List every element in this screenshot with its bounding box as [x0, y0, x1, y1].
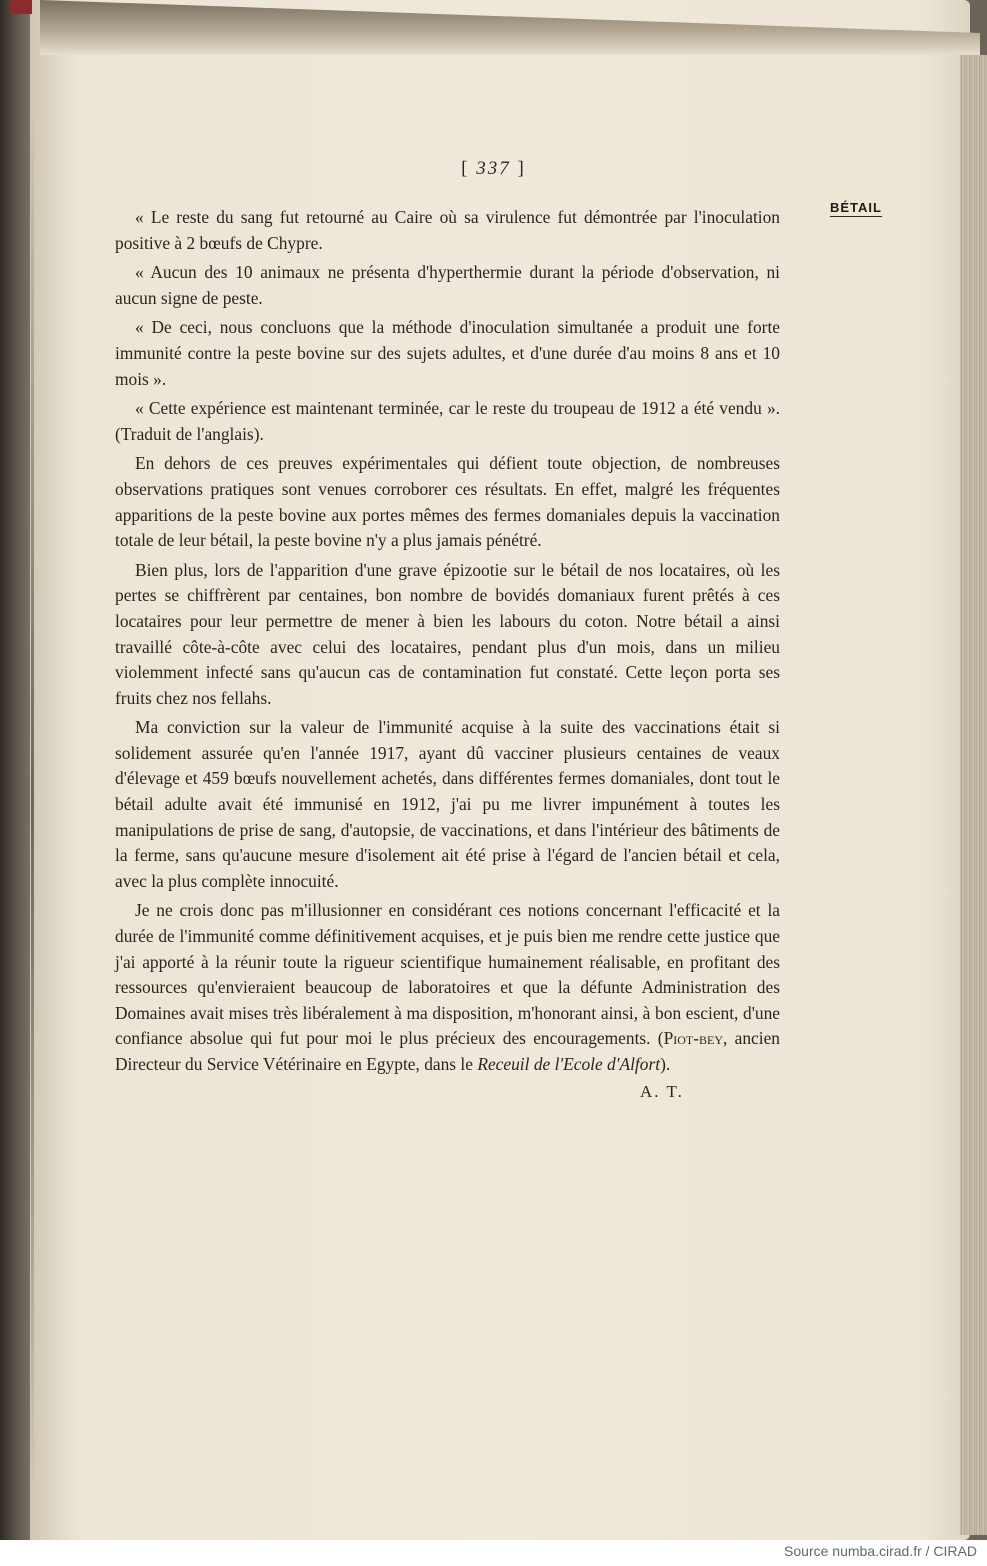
bookmark-ribbon: [10, 0, 32, 14]
paragraph: En dehors de ces preuves expérimentales qui défient toute objection, de nombreuses observations pratiques sont venues corroborer ces résultats. En effet, malgré les fréquentes apparitions de la peste bovine aux portes mêmes des fermes domaniales depuis la vaccination totale de leur bétail, la peste bovine n'y a plus jamais pénétré.: [115, 453, 780, 551]
page-stack-edges: [960, 55, 987, 1535]
page-number-value: 337: [476, 158, 511, 179]
article-body: [115, 205, 780, 1078]
journal-title: Receuil de l'Ecole d'Alfort: [477, 1054, 661, 1074]
paragraph: « Aucun des 10 animaux ne présenta d'hyperthermie durant la période d'observation, ni aucun signe de peste.: [115, 262, 780, 308]
paragraph: « Le reste du sang fut retourné au Caire où sa virulence fut démontrée par l'inoculation positive à 2 bœufs de Chypre.: [115, 207, 780, 253]
running-head: BÉTAIL: [830, 200, 882, 215]
paragraph: Ma conviction sur la valeur de l'immunité acquise à la suite des vaccinations était si solidement assurée qu'en l'année 1917, ayant dû vacciner plusieurs centaines de veaux d'élevage et 459 bœufs nouvellement achetés, dans différentes fermes domaniales, dont tout le bétail adulte avait été immunisé en 1912, j'ai pu me livrer impunément à toutes les manipulations de prise de sang, d'autopsie, de vaccinations, et dans l'intérieur des bâtiments de la ferme, sans qu'aucune mesure d'isolement ait été prise à l'égard de l'ancien bétail et cela, avec la plus complète innocuité.: [115, 717, 780, 891]
author-name: Piot-bey: [663, 1028, 724, 1049]
final-text-before: Je ne crois donc pas m'illusionner en considérant ces notions concernant l'efficacité et la durée de l'immunité comme définitivement acquises, et je puis bien me rendre cette justice que j'ai apporté à la réunir toute la rigueur scientifique humainement réalisable, en profitant des ressources qu'envieraient beaucoup de laboratoires et que la défunte Administration des Domaines avait mises très libéralement à ma disposition, m'honorant ainsi, à bon escient, d'une confiance absolue qui fut pour moi le plus précieux des encouragements. (: [115, 900, 780, 1049]
source-bar: [0, 1540, 987, 1566]
paragraph: « De ceci, nous concluons que la méthode d'inoculation simultanée a produit une forte immunité contre la peste bovine sur des sujets adultes, et d'une durée d'au moins 8 ans et 10 mois ».: [115, 317, 780, 389]
final-paragraph: [115, 898, 780, 1077]
paragraph: « Cette expérience est maintenant terminée, car le reste du troupeau de 1912 a été vendu ». (Traduit de l'anglais).: [115, 398, 780, 444]
binding-shadow: [31, 100, 34, 1500]
final-text-middle: , ancien Directeur du Service Vétérinaire en Egypte, dans le: [115, 1028, 780, 1074]
source-credit: Source numba.cirad.fr / CIRAD: [784, 1543, 977, 1559]
paragraph: Bien plus, lors de l'apparition d'une grave épizootie sur le bétail de nos locataires, où les pertes se chiffrèrent par centaines, bon nombre de bovidés domaniaux furent prêtés à ces locataires pour leur permettre de mener à bien les labours du coton. Notre bétail a ainsi travaillé côte-à-côte avec celui des locataires, pendant plus d'un mois, dans un milieu violemment infecté sans qu'aucun cas de contamination fut constaté. Cette leçon porta ses fruits chez nos fellahs.: [115, 559, 780, 708]
signature-initials: A. T.: [640, 1082, 684, 1101]
page-number: [ 337 ]: [461, 158, 526, 179]
final-text-after: ).: [660, 1054, 671, 1074]
